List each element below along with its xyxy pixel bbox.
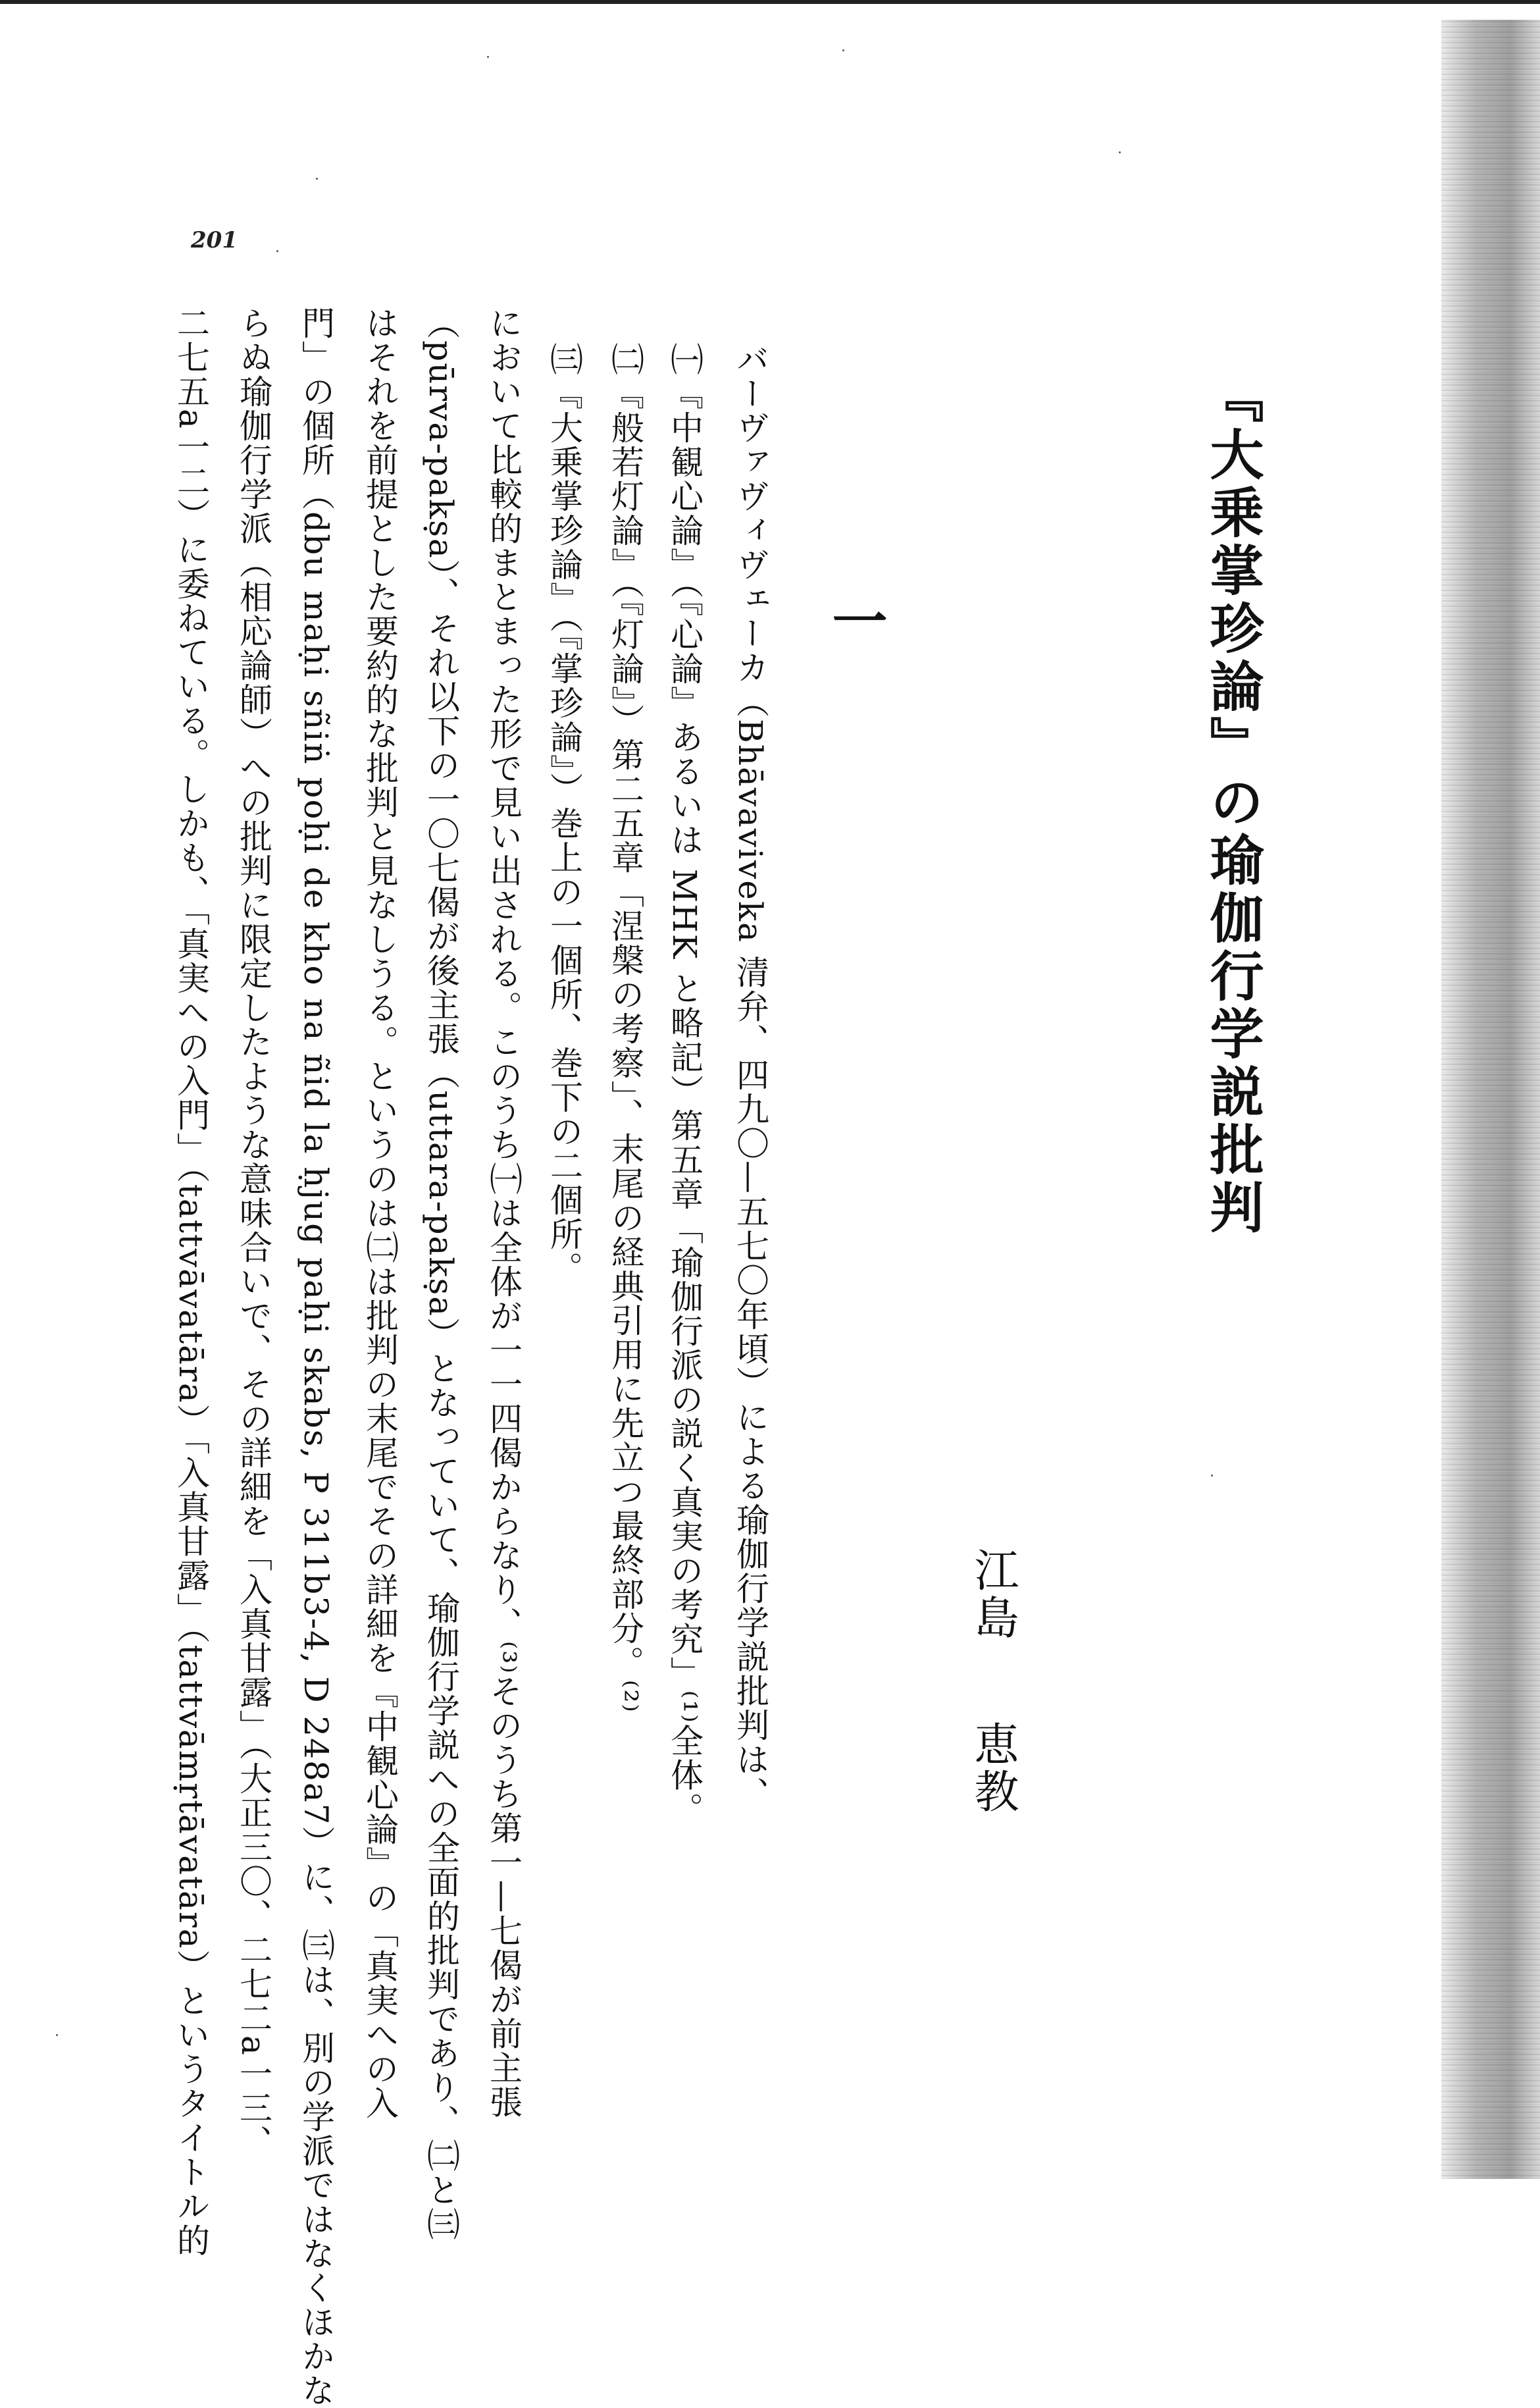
body-line: バーヴァヴィヴェーカ（Bhāvaviveka 清弁、四九〇—五七〇年頃）による瑜伽行学説批判は、: [731, 342, 769, 1811]
body-line: らぬ瑜伽行学派（相応論師）への批判に限定したような意味合いで、その詳細を「入真甘露」（大正三〇、二七二a一三、: [234, 306, 272, 2159]
scan-edge-shadow: [1441, 20, 1540, 2179]
page-number: 201: [191, 227, 238, 253]
section-number: 一: [823, 592, 888, 648]
body-line: ㈠『中観心論』（『心論』あるいは MHK と略記）第五章「瑜伽行派の説く真実の考究」⁽¹⁾全体。: [665, 342, 704, 1827]
body-line: 二七五a一二）に委ねている。しかも、「真実への入門」（tattvāvatāra）「入真甘露」（tattvāmṛtāvatāra）というタイトル的: [172, 306, 210, 2258]
article-title: 『大乗掌珍論』の瑜伽行学説批判: [1201, 369, 1264, 1238]
scan-speck: [842, 49, 844, 51]
scan-speck: [1119, 151, 1121, 153]
scan-speck: [56, 2034, 58, 2036]
body-line: はそれを前提とした要約的な批判と見なしうる。というのは㈡は批判の末尾でその詳細を『中観心論』の「真実への入: [361, 306, 399, 2120]
author-name: [961, 1547, 1025, 1816]
author-given-name: 恵教: [967, 1721, 1019, 1816]
scan-speck: [487, 56, 489, 58]
scan-speck: [1211, 1475, 1213, 1477]
scan-speck: [276, 250, 278, 252]
scan-speck: [316, 178, 318, 180]
body-line: 門」の個所（dbu maḥi sñiṅ poḥi de kho na ñid la ḥjug paḥi skabs, P 311b3-4, D 248a7）に、㈢は、別の学派ではなくほかな: [297, 306, 335, 2408]
top-border: [0, 0, 1540, 4]
author-family-name: 江島: [967, 1547, 1019, 1642]
body-line: ㈢『大乗掌珍論』（『掌珍論』）巻上の一個所、巻下の二個所。: [545, 342, 583, 1286]
body-line: において比較的まとまった形で見い出される。このうち㈠は全体が一一四偈からなり、⁽³⁾そのうち第一—七偈が前主張: [484, 306, 523, 2120]
body-line: （pūrva-pakṣa）、それ以下の一〇七偈が後主張（uttara-pakṣa）となっていて、瑜伽行学説への全面的批判であり、㈡と㈢: [422, 306, 460, 2242]
body-line: ㈡『般若灯論』（『灯論』）第二五章「涅槃の考察」、末尾の経典引用に先立つ最終部分。⁽²⁾: [606, 342, 644, 1714]
